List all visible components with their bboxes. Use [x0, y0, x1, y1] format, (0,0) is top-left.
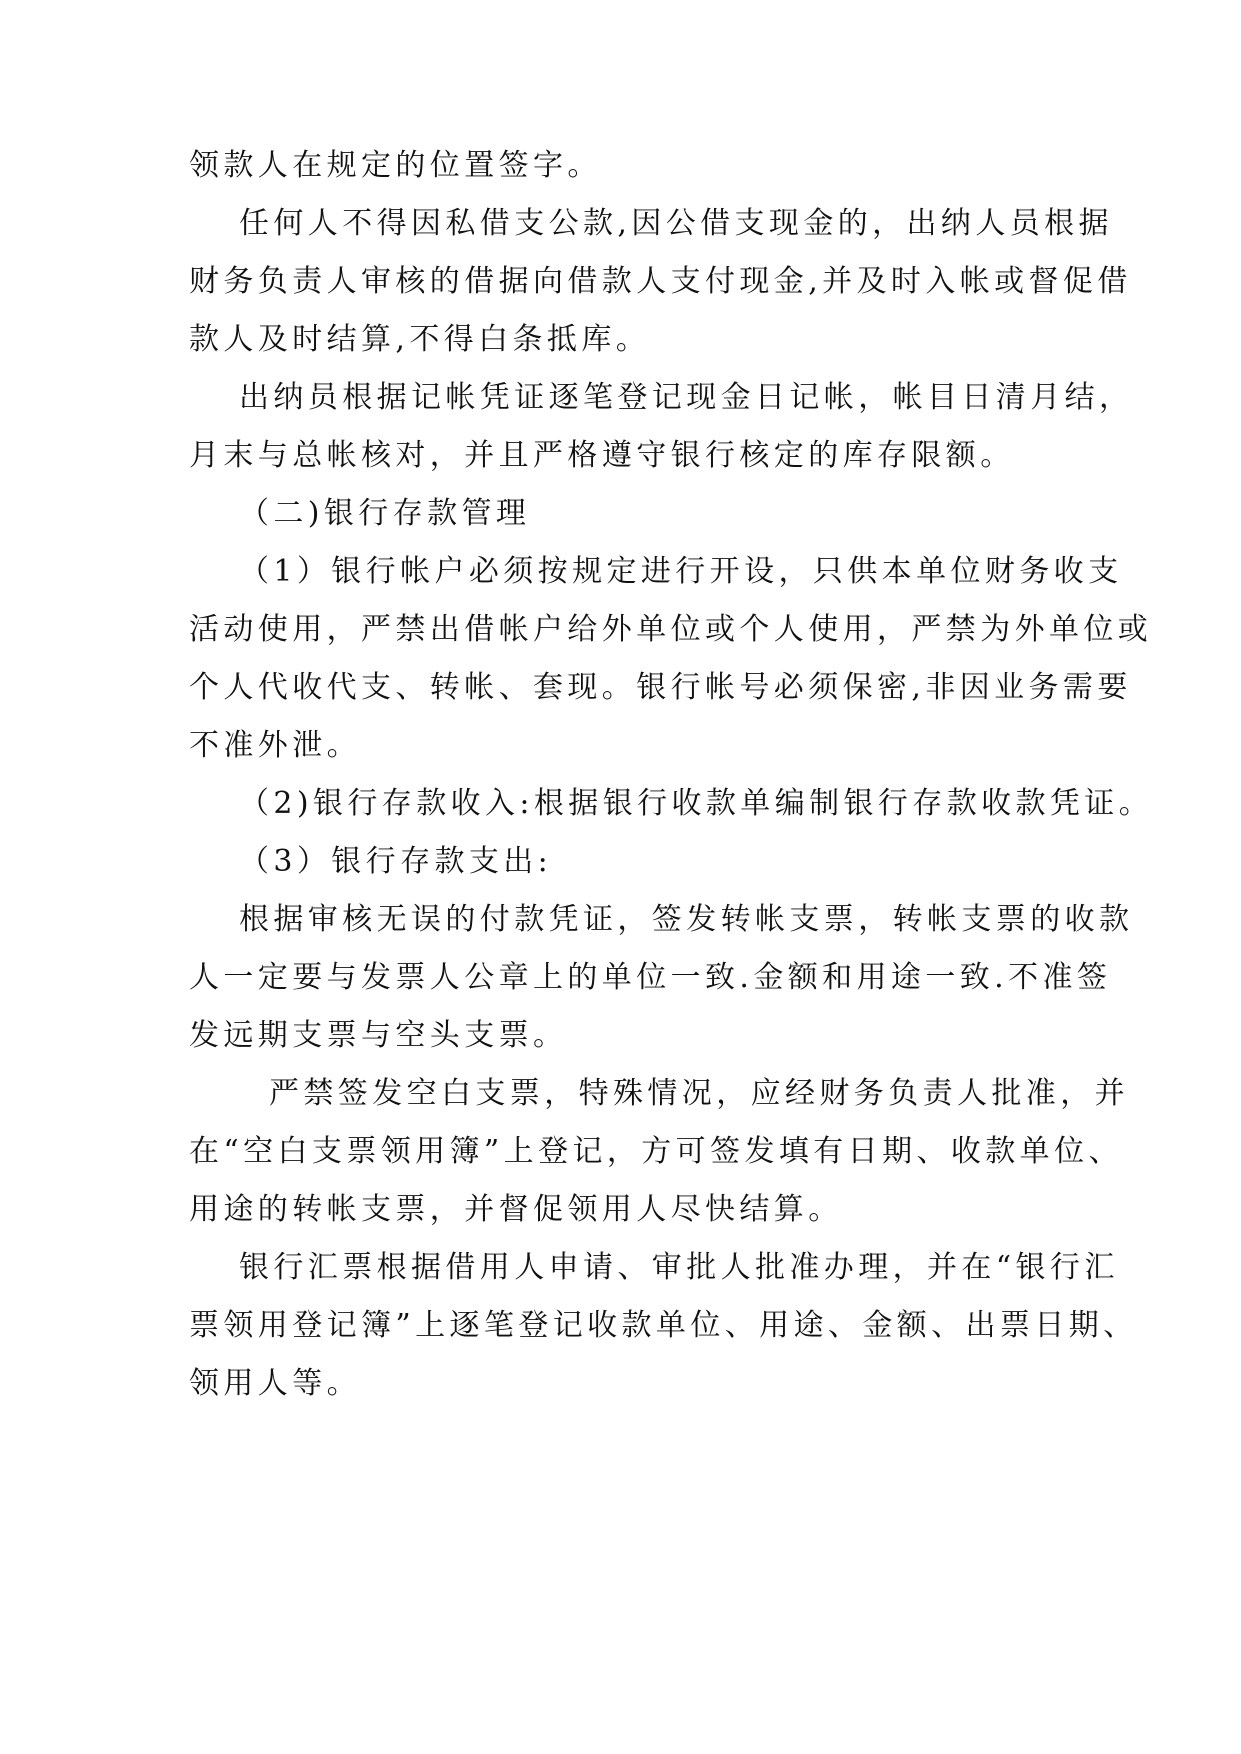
text-line: （1）银行帐户必须按规定进行开设，只供本单位财务收支 — [239, 554, 1123, 589]
text-line: 个人代收代支、转帐、套现。银行帐号必须保密,非因业务需要 — [189, 670, 1132, 705]
text-line: 财务负责人审核的借据向借款人支付现金,并及时入帐或督促借 — [189, 264, 1132, 299]
text-line: 领用人等。 — [189, 1366, 361, 1401]
text-line: 活动使用，严禁出借帐户给外单位或个人使用，严禁为外单位或 — [189, 612, 1153, 647]
text-line: 月末与总帐核对，并且严格遵守银行核定的库存限额。 — [189, 438, 1015, 473]
text-line: 严禁签发空白支票，特殊情况，应经财务负责人批准，并 — [269, 1076, 1129, 1111]
text-line: （3）银行存款支出: — [239, 844, 553, 879]
section-heading: （二)银行存款管理 — [239, 496, 531, 531]
text-line: 款人及时结算,不得白条抵库。 — [189, 322, 651, 357]
text-line: 用途的转帐支票，并督促领用人尽快结算。 — [189, 1192, 843, 1227]
text-line: 出纳员根据记帐凭证逐笔登记现金日记帐，帐目日清月结， — [239, 380, 1134, 415]
text-line: 人一定要与发票人公章上的单位一致.金额和用途一致.不准签 — [189, 960, 1112, 995]
text-line: 任何人不得因私借支公款,因公借支现金的，出纳人员根据 — [239, 206, 1113, 241]
text-line: 发远期支票与空头支票。 — [189, 1018, 568, 1053]
text-line: 领款人在规定的位置签字。 — [189, 148, 602, 183]
text-line: 在“空白支票领用簿”上登记，方可签发填有日期、收款单位、 — [189, 1134, 1123, 1169]
text-line: 不准外泄。 — [189, 728, 361, 763]
text-line: 票领用登记簿”上逐笔登记收款单位、用途、金额、出票日期、 — [189, 1308, 1138, 1343]
text-line: （2)银行存款收入:根据银行收款单编制银行存款收款凭证。 — [239, 786, 1154, 821]
text-line: 根据审核无误的付款凭证，签发转帐支票，转帐支票的收款 — [239, 902, 1134, 937]
text-line: 银行汇票根据借用人申请、审批人批准办理，并在“银行汇 — [239, 1250, 1119, 1285]
